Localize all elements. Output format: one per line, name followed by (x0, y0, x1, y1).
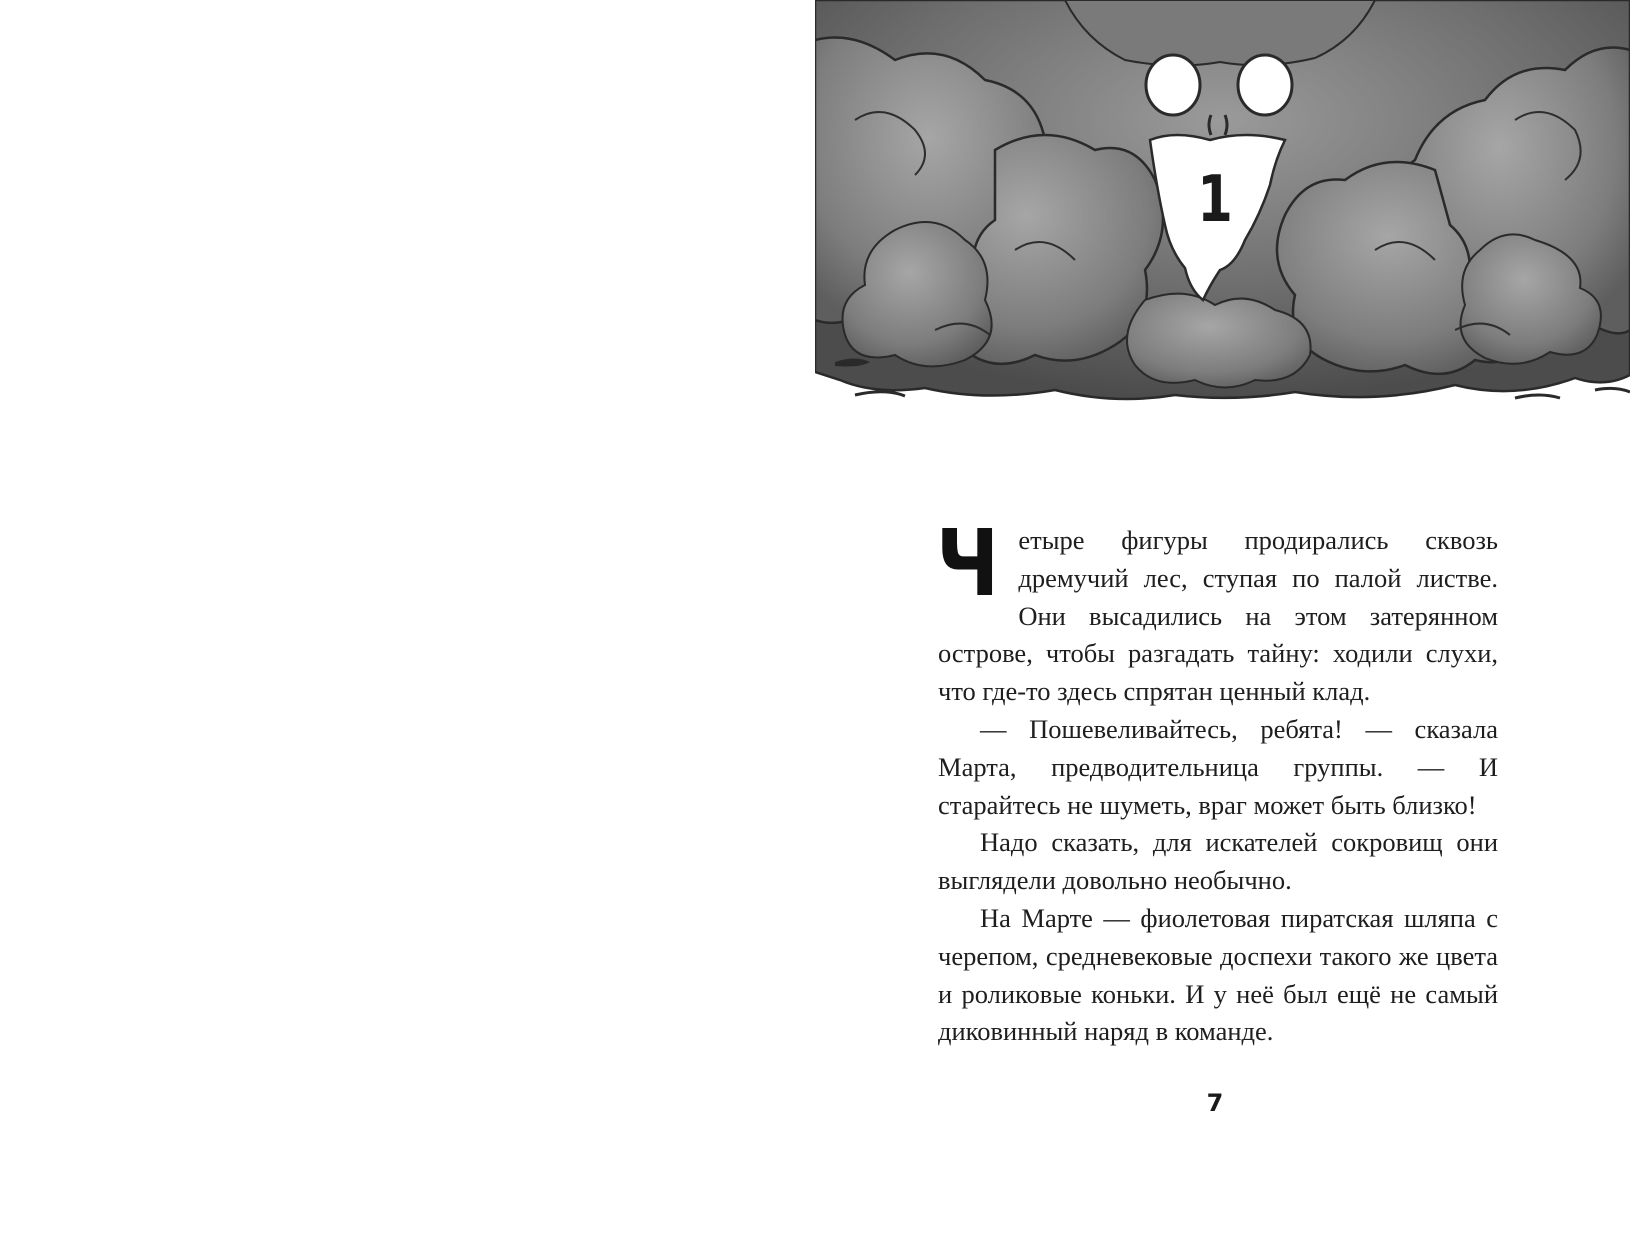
chapter-illustration (815, 0, 1630, 415)
first-paragraph (936, 510, 1498, 711)
page-number: 7 (1206, 1089, 1224, 1117)
paragraph: Надо сказать, для искателей сокровищ они выглядели довольно необычно. (938, 827, 1498, 896)
chapter-text (936, 510, 1498, 1051)
first-paragraph-text: етыре фигуры продирались сквозь дремучий лес, ступая по палой листве. Они высадились на этом затерянном острове, чтобы разгадать тайну: ходили слухи, что где-то здесь спрятан ценный клад. (938, 525, 1498, 707)
drop-cap: Ч (936, 510, 1000, 617)
paragraph: — Пошевеливайтесь, ребята! — сказала Марта, предводительница группы. — И старайтесь не шуметь, враг может быть близко! (938, 713, 1498, 820)
right-page (815, 0, 1630, 1252)
paragraph: На Марте — фиолетовая пиратская шляпа с черепом, средневековые доспехи такого же цвета и роликовые коньки. И у неё был ещё не самый диковинный наряд в команде. (938, 902, 1498, 1047)
chapter-number: 1 (1197, 163, 1233, 237)
